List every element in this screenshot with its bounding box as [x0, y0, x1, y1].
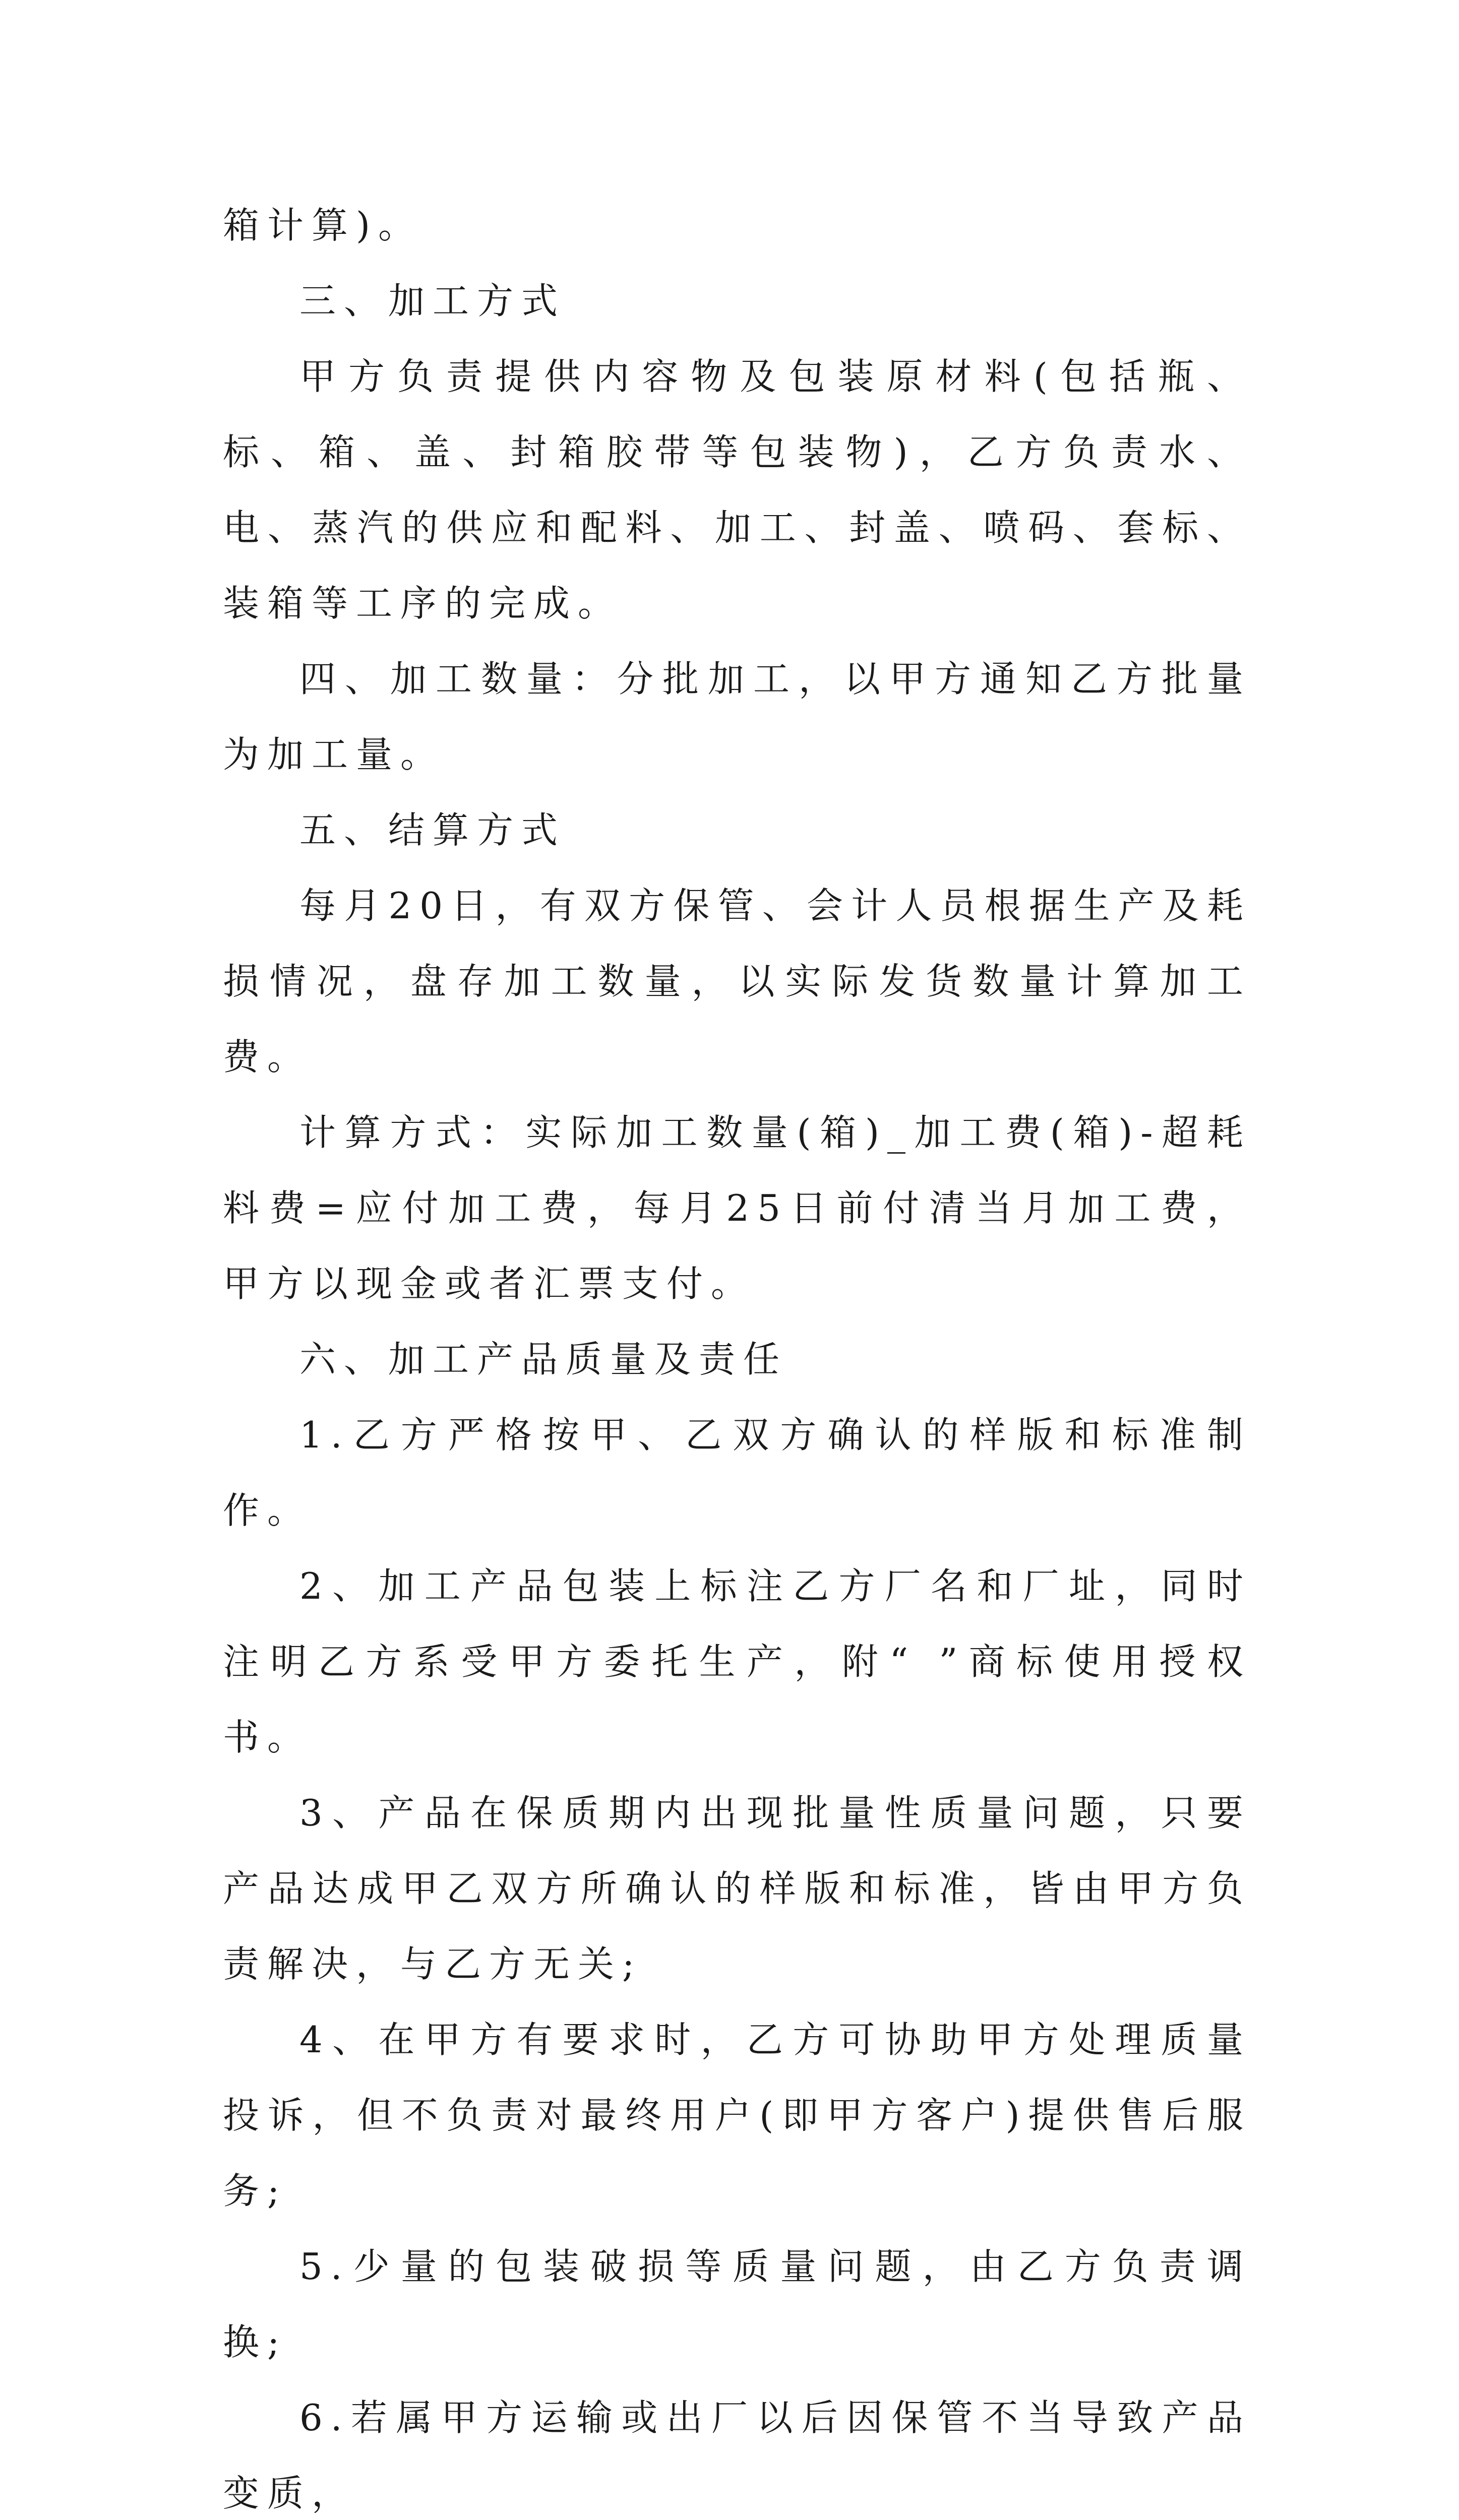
section-heading: 六、加工产品质量及责任	[299, 1338, 788, 1380]
paragraph: 箱计算)。	[223, 204, 423, 246]
paragraph: 甲方负责提供内容物及包装原材料(包括瓶、标、箱、盖、封箱胶带等包装物)，乙方负责水、电、蒸汽的供应和配料、加工、封盖、喷码、套标、装箱等工序的完成。	[223, 355, 1251, 624]
section-heading: 五、结算方式	[299, 809, 566, 851]
document-body	[223, 187, 1251, 2520]
section-heading: 三、加工方式	[299, 280, 566, 322]
list-item: 2、加工产品包装上标注乙方厂名和厂址，同时注明乙方系受甲方委托生产，附“ ”商标使用授权书。	[223, 1565, 1251, 1758]
paragraph: 四、加工数量：分批加工，以甲方通知乙方批量为加工量。	[223, 658, 1251, 776]
list-item: 3、产品在保质期内出现批量性质量问题，只要产品达成甲乙双方所确认的样版和标准，皆由甲方负责解决，与乙方无关;	[223, 1792, 1251, 1985]
list-item: 5.少量的包装破损等质量问题，由乙方负责调换;	[223, 2245, 1251, 2363]
paragraph: 计算方式：实际加工数量(箱)_加工费(箱)-超耗料费=应付加工费，每月25日前付清当月加工费，甲方以现金或者汇票支付。	[223, 1111, 1251, 1305]
paragraph: 每月20日，有双方保管、会计人员根据生产及耗损情况，盘存加工数量，以实际发货数量计算加工费。	[223, 885, 1251, 1078]
list-item: 1.乙方严格按甲、乙双方确认的样版和标准制作。	[223, 1414, 1251, 1532]
list-item: 6.若属甲方运输或出厂以后因保管不当导致产品变质，	[223, 2397, 1251, 2514]
list-item: 4、在甲方有要求时，乙方可协助甲方处理质量投诉，但不负责对最终用户(即甲方客户)提供售后服务;	[223, 2019, 1251, 2212]
